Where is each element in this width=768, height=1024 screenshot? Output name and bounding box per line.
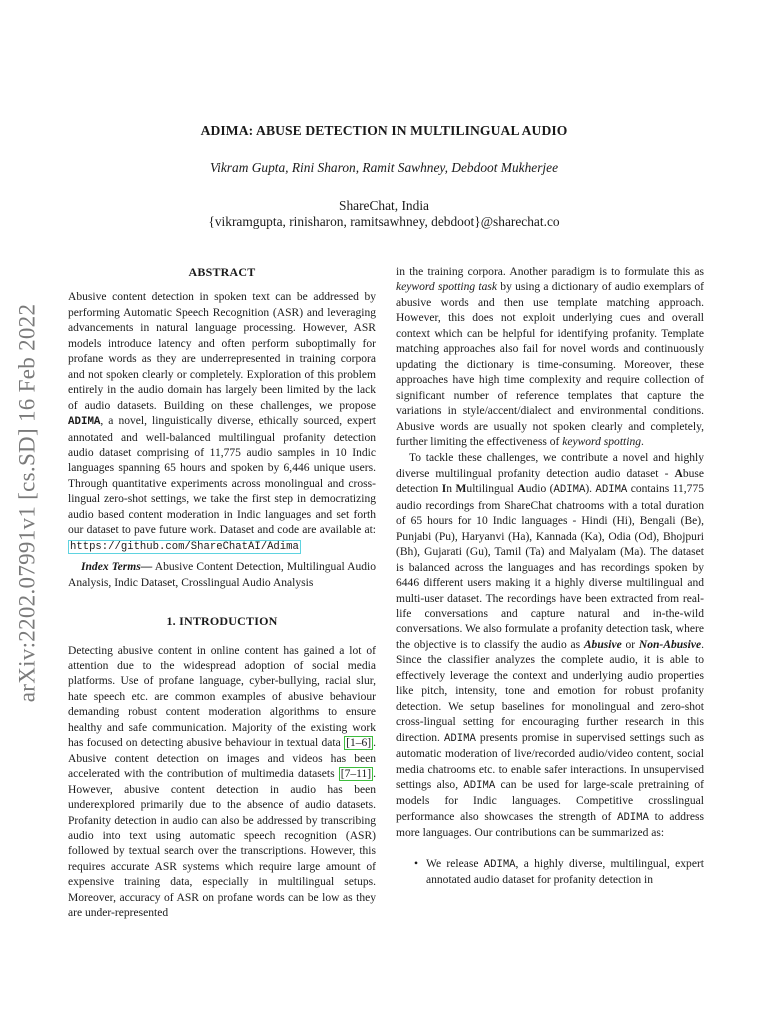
dataset-name: ADIMA [595, 484, 628, 497]
bullet-text: , a highly diverse, multilingual, expert annotated audio dataset for profanity detection in [426, 857, 704, 887]
acronym-letter: M [455, 483, 467, 496]
emphasis-term: keyword spotting task [396, 281, 498, 294]
body-text: buse detection [396, 467, 704, 496]
citation-link[interactable]: [7–11] [340, 768, 372, 781]
intro-paragraph [68, 644, 376, 922]
affiliation: ShareChat, India [339, 198, 429, 213]
bullet-text: We release [426, 857, 484, 870]
body-text: To tackle these challenges, we contribute a novel and highly diverse multilingual profanity detection audio dataset - [396, 452, 704, 480]
class-label-non-abusive: Non-Abusive [638, 638, 702, 651]
class-label-abusive: Abusive [583, 638, 622, 651]
dataset-name: ADIMA [553, 484, 586, 497]
body-text: presents promise in supervised settings such as automatic moderation of live/recorded audio/video content, social media chatrooms etc. to enable safer interactions. In unsupervised settings also, [396, 731, 704, 791]
body-text: udio ( [525, 483, 554, 496]
contribution-paragraph [396, 451, 704, 841]
intro-heading: 1. INTRODUCTION [166, 614, 278, 629]
intro-paragraph-continued [396, 265, 704, 450]
emphasis-term: keyword spotting [562, 435, 641, 448]
intro-text: Detecting abusive content in online content has gained a lot of attention due to the widespread adoption of social media platforms. Use of profane language, cyber-bullying, racial slur, hate speech etc. are common examples of abusive behaviour demanding robust content moderation algorithms to ensure healthy and safe communication. Majority of the existing work has focused on detecting abusive behaviour in textual data [68, 644, 376, 750]
dataset-name: ADIMA [617, 811, 649, 824]
dataset-name: ADIMA [483, 858, 516, 871]
body-text: can be used for large-scale pretraining of models for Indic languages. Competitive crosslingual performance also showcases the strength of [396, 778, 705, 823]
body-text: n [446, 483, 456, 496]
dataset-name: ADIMA [463, 779, 496, 792]
body-text: . Since the classifier analyzes the complete audio, it is able to effectively leverage the context and underlying audio properties like pitch, intensity, tone and emotion for robust profanity detection. We setup baselines for monolingual and zero-shot cross-lingual setting for encouraging further research in this direction. [396, 638, 704, 744]
abstract-text: Abusive content detection in spoken text can be addressed by performing Automatic Speech Recognition (ASR) and leveraging advancements in natural language processing. However, ASR models introduce latency and often perform suboptimally for profane words as they are underrepresented in training corpora and not spoken clearly or completely. Exploration of this problem entirely in the audio domain has largely been limited by the lack of audio datasets. Building on these challenges, we propose [68, 291, 376, 412]
body-text: ultilingual [466, 483, 518, 496]
arxiv-id: arXiv:2202.07991v1 [cs.SD] 16 Feb 2022 [14, 303, 40, 703]
abstract-heading: ABSTRACT [188, 265, 256, 279]
paper-title: ADIMA: ABUSE DETECTION IN MULTILINGUAL AUDIO [200, 123, 568, 138]
body-text: . [641, 435, 644, 448]
list-item [414, 857, 704, 889]
index-terms-text: Abusive Content Detection, Multilingual Audio Analysis, Indic Dataset, Crosslingual Audio Analysis [68, 561, 376, 589]
body-text: contains 11,775 audio recordings from ShareChat chatrooms with a total duration of 65 hours for 10 Indic languages - Hindi (Hi), Bengali (Be), Punjabi (Pu), Haryanvi (Ha), Kannada (Ka), Odia (Od), Bhojpuri (Bh), Gujarati (Gu), Tamil (Ta) and Malyalam (Ma). The dataset is balanced across the languages and has recordings spoken by 6446 different users making it a highly diverse multilingual and multi-user dataset. The recordings have been extracted from real-life conversations and capture natural and in-the-wild conversations. We also formulate a profanity detection task, where the objective is to classify the audio as [396, 483, 704, 651]
author-emails: {vikramgupta, rinisharon, ramitsawhney, debdoot}@sharechat.co [208, 214, 560, 229]
index-terms [68, 560, 376, 591]
intro-text: . However, abusive content detection in audio has been underexplored primarily due to the absence of audio datasets. Profanity detection in audio can also be addressed by transcribing audio into text using automatic speech recognition (ASR) followed by textual search over the transcriptions. However, this requires accurate ASR systems which require large amount of expensive training data, especially in multilingual setups. Moreover, accuracy of ASR on profane words can be low as they are under-represented [68, 768, 376, 920]
contribution-list [396, 857, 704, 889]
acronym-letter: A [517, 483, 526, 496]
right-column [396, 265, 704, 889]
acronym-letter: A [674, 467, 683, 480]
body-text: in the training corpora. Another paradigm is to formulate this as [396, 266, 704, 278]
abstract-body [68, 290, 376, 555]
dataset-name: ADIMA [444, 732, 476, 745]
body-text: by using a dictionary of audio exemplars of abusive words and then use template matching approach. However, this does not exploit underlying cues and overall context which can be helpful for identifying profanity. Template matching approaches also fail for novel words and continuously updating the dictionary is time-consuming. Moreover, these approaches have high time complexity and require collection of significant number of reference templates that capture the variations in style/accent/dialect and environmental conditions. Abusive words are usually not spoken clearly and completely, further limiting the effectiveness of [396, 281, 704, 448]
arxiv-stamp [6, 278, 48, 728]
abstract-text-continued: , a novel, linguistically diverse, ethically sourced, expert annotated and well-balanced multilingual profanity detection audio dataset comprising of 11,775 audio samples in 10 Indic languages spanning 65 hours and spoken by 6,446 unique users. Through quantitative experiments across monolingual and cross-lingual zero-shot settings, we take the first step in democratizing audio based content moderation in Indic languages and set forth our dataset to pave future work. Dataset and code are available at: [68, 415, 376, 537]
citation-link[interactable]: [1–6] [346, 737, 372, 750]
intro-text: . Abusive content detection on images and videos has been accelerated with the contribution of multimedia datasets [68, 737, 376, 781]
body-text: or [621, 638, 639, 651]
dataset-name: ADIMA [68, 416, 101, 429]
body-text: ). [585, 483, 596, 496]
index-terms-label: Index Terms— [81, 561, 153, 574]
author-list: Vikram Gupta, Rini Sharon, Ramit Sawhney, Debdoot Mukherjee [209, 160, 559, 175]
left-column [68, 265, 376, 922]
github-link[interactable]: https://github.com/ShareChatAI/Adima [70, 540, 299, 553]
acronym-letter: I [441, 483, 447, 496]
body-text: to address more languages. Our contributions can be summarized as: [396, 810, 704, 840]
